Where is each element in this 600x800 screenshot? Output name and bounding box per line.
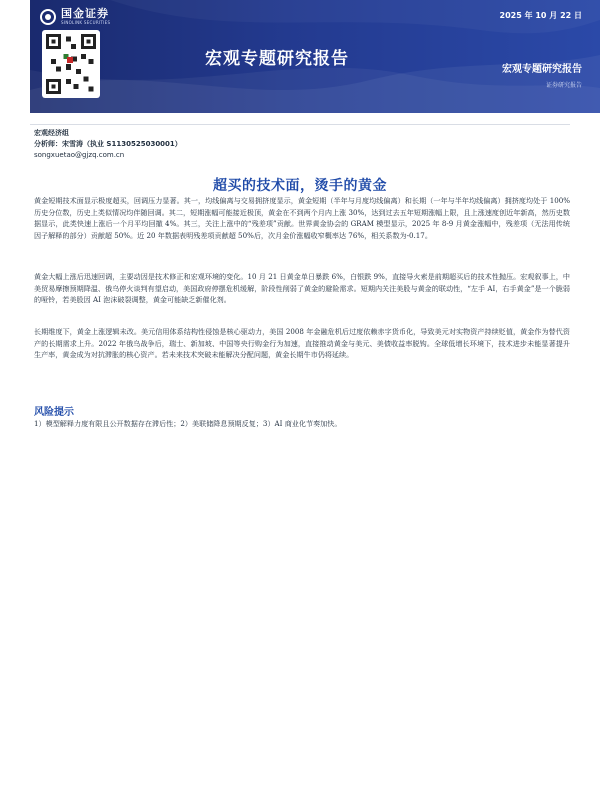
analyst-line <box>34 139 182 150</box>
paragraph-long-term: 长期维度下，黄金上涨逻辑未改。美元信用体系结构性侵蚀是核心驱动力，美国 2008 年金融危机后过度依赖赤字货币化，导致美元对实物资产持续贬值，黄金作为替代资产的长期需求上升。2022 年俄乌战争后，瑞士、新加坡、中国等央行购金行为加速，直接推动黄金与美元、美债收益率脱钩。全球低增长环境下，技术进步未能显著提升生产率，黄金成为对抗滞胀的核心资产。若未来技术突破未能解决分配问题，黄金长期牛市仍将延续。 <box>34 327 570 359</box>
analyst-email[interactable]: songxuetao@gjzq.com.cn <box>34 151 125 159</box>
report-category: 证券研究报告 <box>545 82 582 89</box>
article-headline: 超买的技术面，烫手的黄金 <box>213 178 387 194</box>
qr-code-icon <box>46 34 96 94</box>
author-block <box>34 128 182 161</box>
report-date: 2025 年 10 月 22 日 <box>499 11 582 20</box>
paragraph-correction: 黄金大幅上涨后迅速回调，主要动因是技术修正和宏观环境的变化。10 月 21 日黄金单日暴跌 6%，白银跌 9%，直接导火索是前期超买后的技术性抛压。宏观叙事上，中美贸易摩擦预期降温、俄乌停火谈判有望启动，美国政府停摆危机缓解，阶段性削弱了黄金的避险需求。短期内关注美股与黄金的联动性，“左手 AI，右手黄金”是一个脆弱的哑铃，若美股因 AI 泡沫破裂调整，黄金可能缺乏新催化剂。 <box>34 272 570 304</box>
logo-name-en: SINOLINK SECURITIES <box>61 20 111 25</box>
risk-text: 1）模型解释力度有限且公开数据存在滞后性；2）美联储降息预期反复；3）AI 商业化节奏加快。 <box>34 419 342 428</box>
header-divider <box>30 124 570 125</box>
paragraph-technical: 黄金短期技术面显示极度超买，回调压力显著。其一，均线偏离与交易拥挤度显示，黄金短期（半年与月度均线偏离）和长期（一年与半年均线偏离）拥挤度均处于 100%历史分位数，历史上类似情况均伴随回调。其二，短期涨幅可能接近极顶，黄金在不到两个月内上涨 30%，达到过去五年短期涨幅上限，且上涨速度创近年新高，然历史数据显示，此类快速上涨后一个月平均回撤 4%。其三，关注上涨中的“残差项”贡献。世界黄金协会的 GRAM 模型显示，2025 年 8-9 月黄金涨幅中，残差项（无法用传统因子解释的部分）贡献超 50%。近 20 年数据表明残差项贡献超 50%后，次月金价涨幅收窄概率达 76%，相关系数为-0.17。 <box>34 196 570 240</box>
analyst-name: 宋雪涛（执业 S1130525030001） <box>62 140 182 148</box>
report-title: 宏观专题研究报告 <box>205 49 349 69</box>
qr-code[interactable] <box>42 30 100 98</box>
analyst-label: 分析师： <box>34 140 62 148</box>
risk-heading: 风险提示 <box>34 407 74 418</box>
header-banner <box>30 0 600 113</box>
logo-circle-icon <box>40 9 56 25</box>
report-subtitle: 宏观专题研究报告 <box>502 64 582 75</box>
company-logo <box>40 8 110 25</box>
logo-name-cn: 国金证券 <box>61 7 109 20</box>
research-group: 宏观经济组 <box>34 129 69 137</box>
